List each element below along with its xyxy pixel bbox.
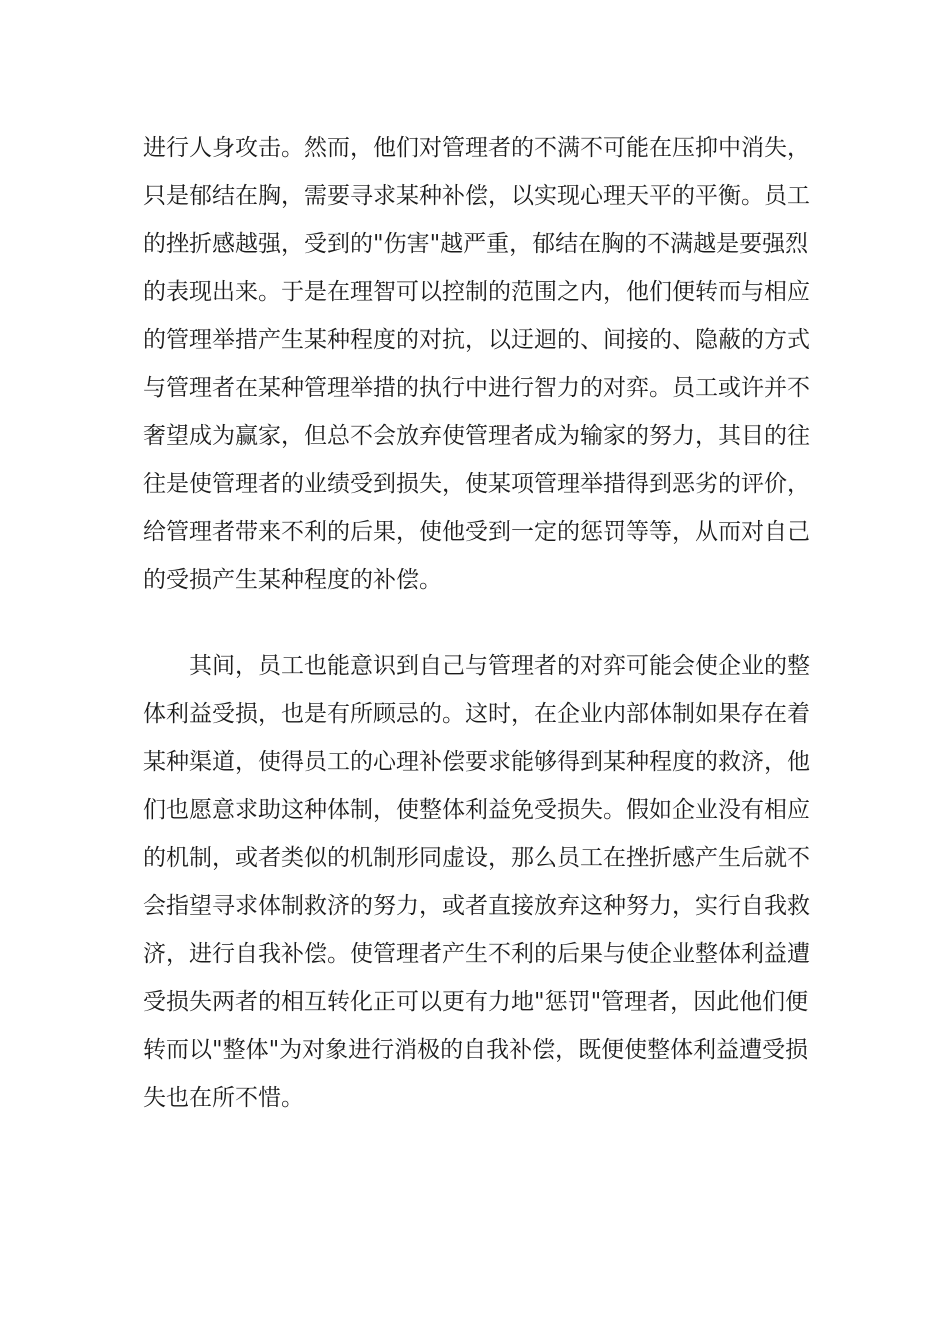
text-line: 往是使管理者的业绩受到损失，使某项管理举措得到恶劣的评价， [143,471,810,497]
text-line: 奢望成为赢家，但总不会放弃使管理者成为输家的努力，其目的往 [143,423,810,449]
text-line: 们也愿意求助这种体制，使整体利益免受损失。假如企业没有相应 [143,797,810,823]
text-line: 某种渠道，使得员工的心理补偿要求能够得到某种程度的救济，他 [143,749,810,775]
paragraph-2 [143,642,813,1122]
text-line: 只是郁结在胸，需要寻求某种补偿，以实现心理天平的平衡。员工 [143,183,810,209]
text-line: 转而以"整体"为对象进行消极的自我补偿，既便使整体利益遭受损 [143,1037,809,1063]
text-line: 进行人身攻击。然而，他们对管理者的不满不可能在压抑中消失， [143,135,810,161]
text-line: 济，进行自我补偿。使管理者产生不利的后果与使企业整体利益遭 [143,941,810,967]
text-line: 体利益受损，也是有所顾忌的。这时，在企业内部体制如果存在着 [143,701,810,727]
text-line: 其间，员工也能意识到自己与管理者的对弈可能会使企业的整 [189,653,810,679]
text-line: 与管理者在某种管理举措的执行中进行智力的对弈。员工或许并不 [143,375,810,401]
paragraph-1 [143,124,813,604]
text-line: 会指望寻求体制救济的努力，或者直接放弃这种努力，实行自我救 [143,893,810,919]
text-line: 的管理举措产生某种程度的对抗，以迂迴的、间接的、隐蔽的方式 [143,327,810,353]
text-line: 的挫折感越强，受到的"伤害"越严重，郁结在胸的不满越是要强烈 [143,231,809,257]
text-line: 受损失两者的相互转化正可以更有力地"惩罚"管理者，因此他们便 [143,989,809,1015]
text-line: 的受损产生某种程度的补偿。 [143,567,442,593]
text-line: 的表现出来。于是在理智可以控制的范围之内，他们便转而与相应 [143,279,810,305]
text-line: 给管理者带来不利的后果，使他受到一定的惩罚等等，从而对自己 [143,519,810,545]
text-line: 失也在所不惜。 [143,1085,304,1111]
text-line: 的机制，或者类似的机制形同虚设，那么员工在挫折感产生后就不 [143,845,810,871]
